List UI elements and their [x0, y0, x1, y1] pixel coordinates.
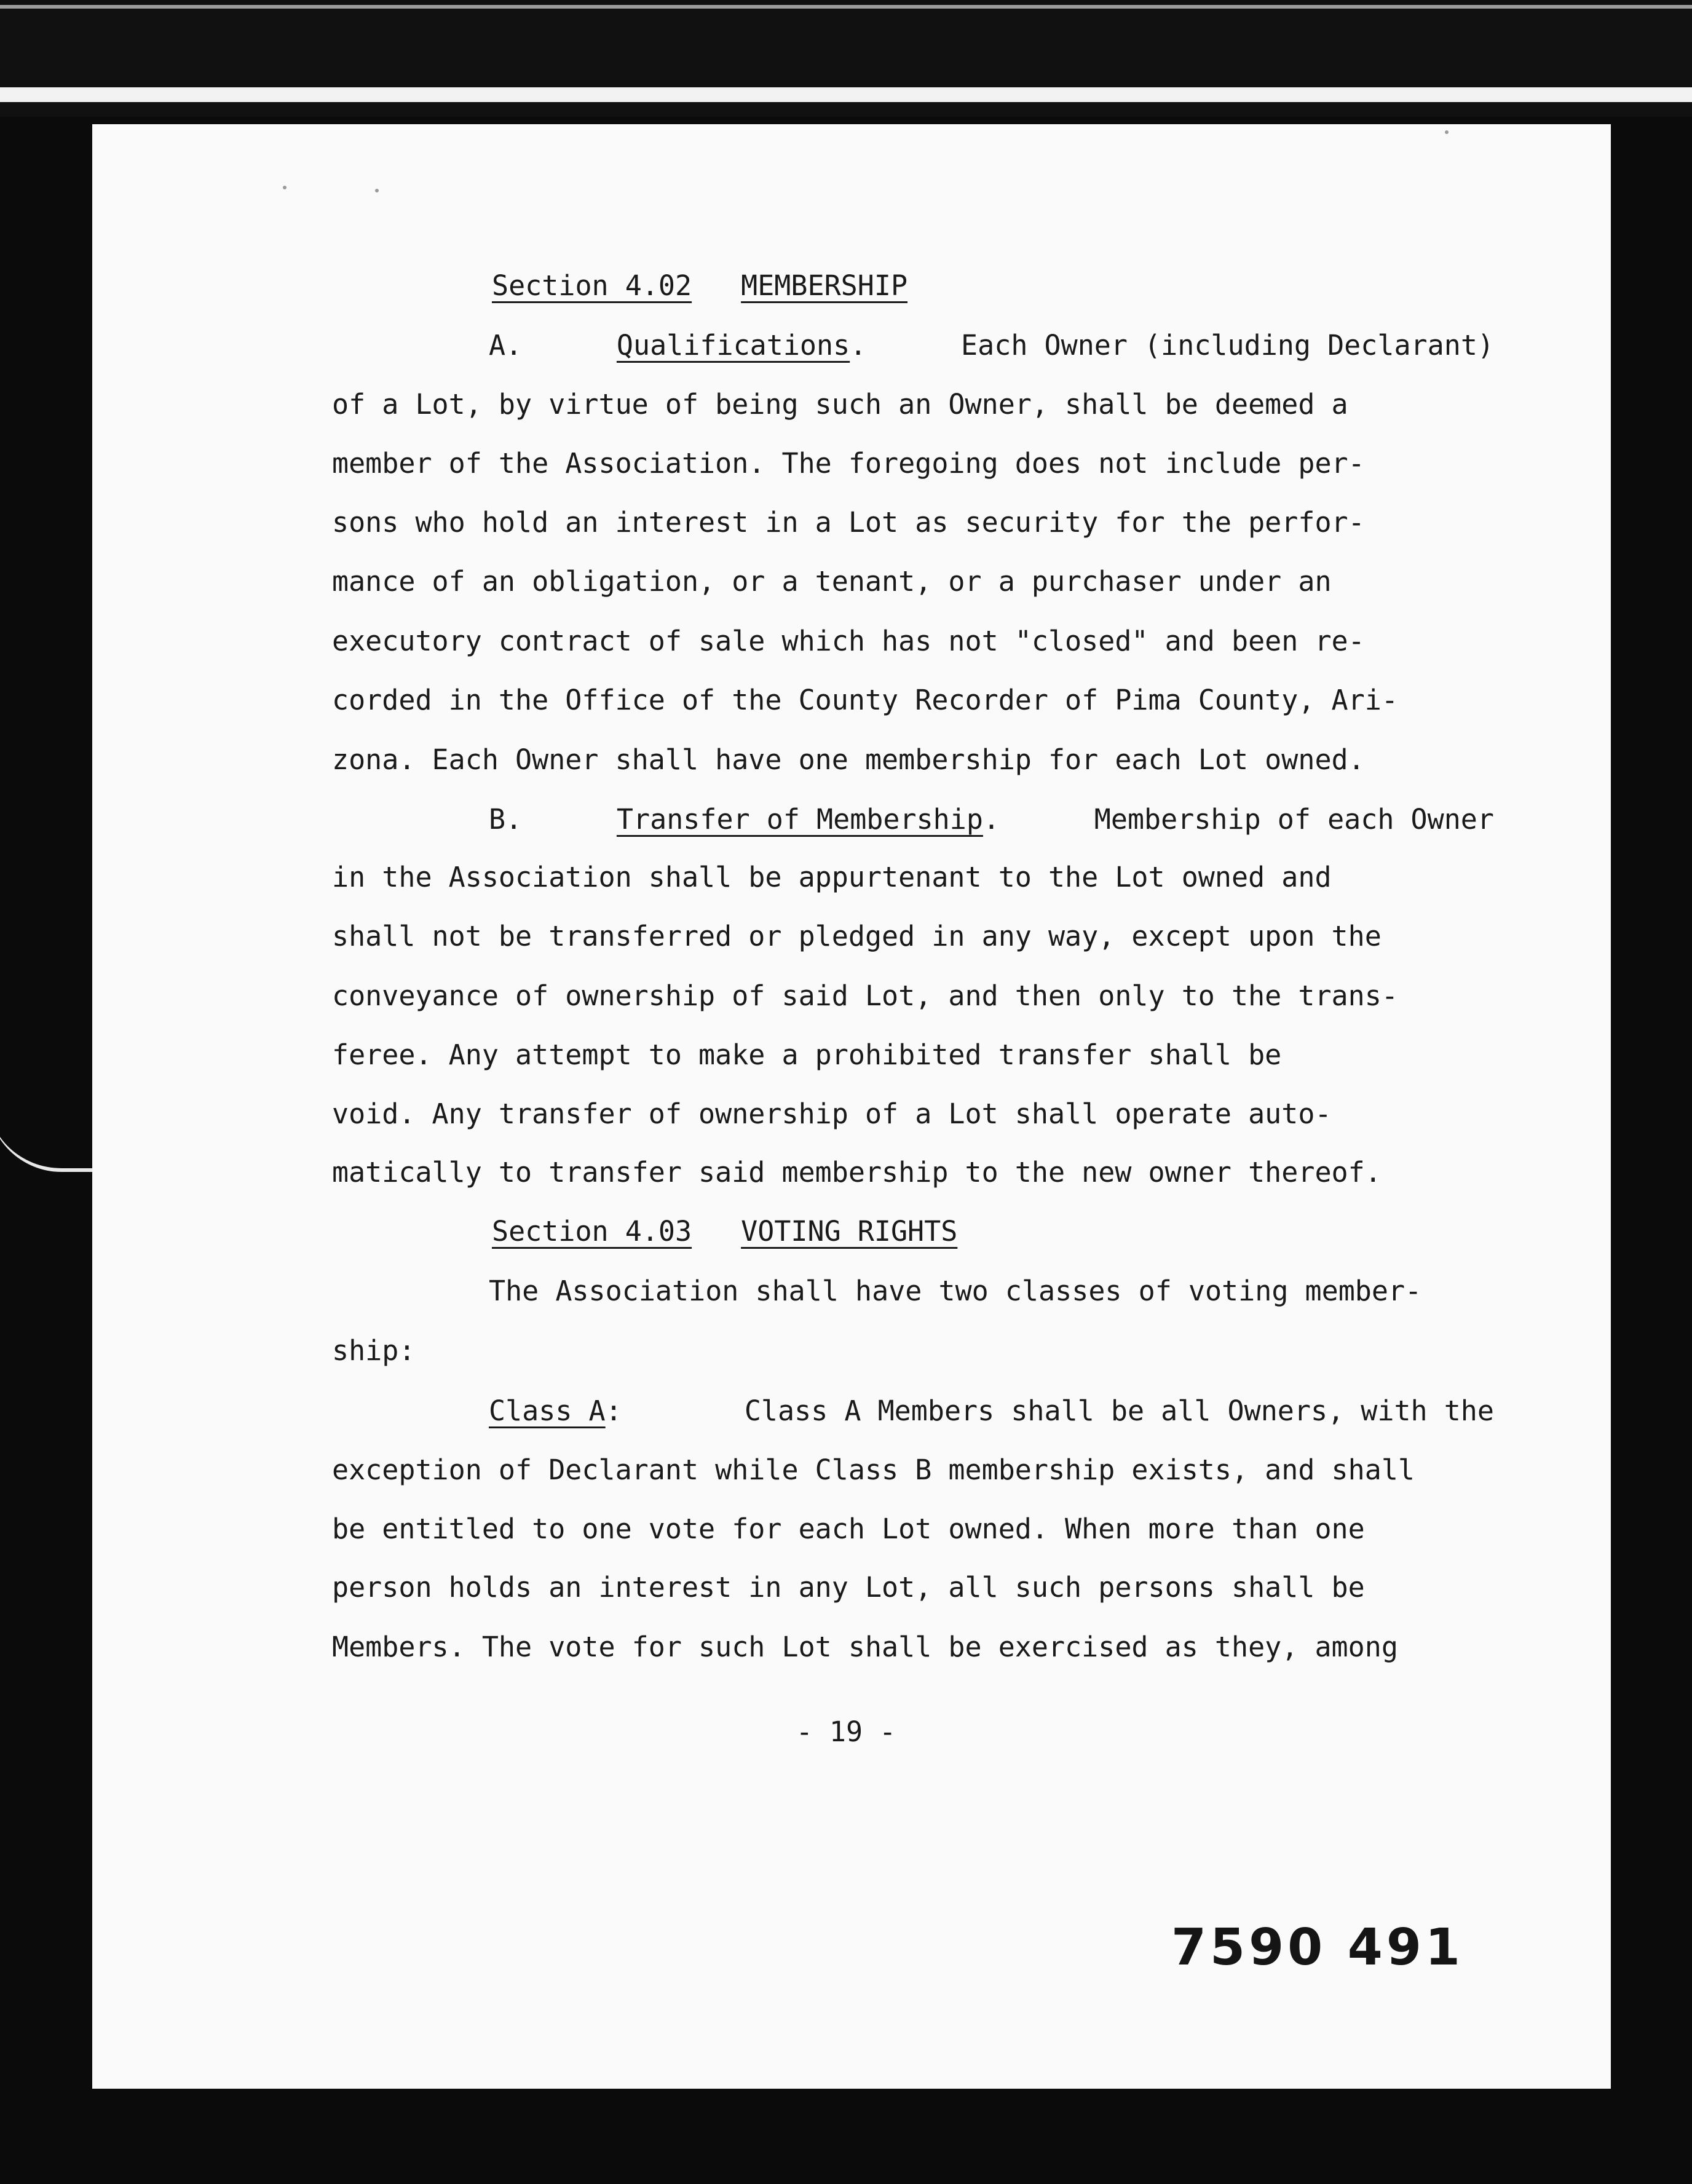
paragraph-line: ship:	[332, 1334, 416, 1367]
line-text: Membership of each Owner	[1094, 803, 1494, 836]
paragraph-line: of a Lot, by virtue of being such an Owner, shall be deemed a	[332, 388, 1348, 421]
section-number: Section 4.02	[492, 269, 692, 302]
paragraph-line: person holds an interest in any Lot, all such persons shall be	[332, 1571, 1365, 1604]
page-number: - 19 -	[796, 1715, 896, 1748]
paragraph-label: A.	[489, 329, 523, 362]
paragraph-heading: Qualifications	[616, 329, 850, 362]
paragraph-line: B. Transfer of Membership. Membership of each Owner	[489, 798, 1494, 841]
section-title: VOTING RIGHTS	[741, 1215, 958, 1248]
section-number: Section 4.03	[492, 1215, 692, 1248]
line-text: Class A Members shall be all Owners, with the	[744, 1395, 1494, 1427]
paragraph-line: matically to transfer said membership to the new owner thereof.	[332, 1156, 1382, 1189]
scan-speck	[1445, 130, 1449, 134]
scan-edge-line	[0, 5, 1692, 9]
paragraph-line: be entitled to one vote for each Lot owned. When more than one	[332, 1513, 1365, 1545]
paragraph-line: zona. Each Owner shall have one membership for each Lot owned.	[332, 743, 1365, 776]
paragraph-line: A. Qualifications. Each Owner (including Declarant)	[489, 324, 1494, 367]
scan-speck	[283, 186, 287, 189]
paragraph-heading: Transfer of Membership	[616, 803, 983, 836]
section-heading	[492, 264, 957, 307]
section-title: MEMBERSHIP	[741, 269, 908, 302]
paragraph-line: member of the Association. The foregoing does not include per-	[332, 447, 1365, 480]
section-heading	[492, 1210, 1006, 1253]
paragraph-line: sons who hold an interest in a Lot as security for the perfor-	[332, 506, 1365, 539]
paragraph-line: Class A: Class A Members shall be all Owners, with the	[489, 1390, 1494, 1433]
scan-speck	[375, 189, 379, 192]
paragraph-line: exception of Declarant while Class B membership exists, and shall	[332, 1454, 1415, 1486]
scan-edge-line	[0, 87, 1692, 102]
paragraph-line: The Association shall have two classes of voting member-	[489, 1275, 1422, 1307]
paragraph-line: executory contract of sale which has not "closed" and been re-	[332, 625, 1365, 657]
line-text: Each Owner (including Declarant)	[961, 329, 1494, 362]
paragraph-line: corded in the Office of the County Recorder of Pima County, Ari-	[332, 684, 1398, 716]
paragraph-line: Members. The vote for such Lot shall be exercised as they, among	[332, 1631, 1398, 1663]
paragraph-heading: Class A	[489, 1395, 606, 1427]
paragraph-line: mance of an obligation, or a tenant, or a purchaser under an	[332, 565, 1332, 598]
scan-edge-artifact	[0, 1082, 98, 1172]
paragraph-line: void. Any transfer of ownership of a Lot shall operate auto-	[332, 1098, 1332, 1130]
paragraph-line: conveyance of ownership of said Lot, and then only to the trans-	[332, 979, 1398, 1012]
paragraph-label: B.	[489, 803, 523, 836]
paragraph-line: shall not be transferred or pledged in any way, except upon the	[332, 920, 1382, 952]
recording-stamp: 7590 491	[1171, 1918, 1464, 1977]
paragraph-line: in the Association shall be appurtenant to the Lot owned and	[332, 861, 1332, 893]
paragraph-line: feree. Any attempt to make a prohibited transfer shall be	[332, 1039, 1282, 1071]
